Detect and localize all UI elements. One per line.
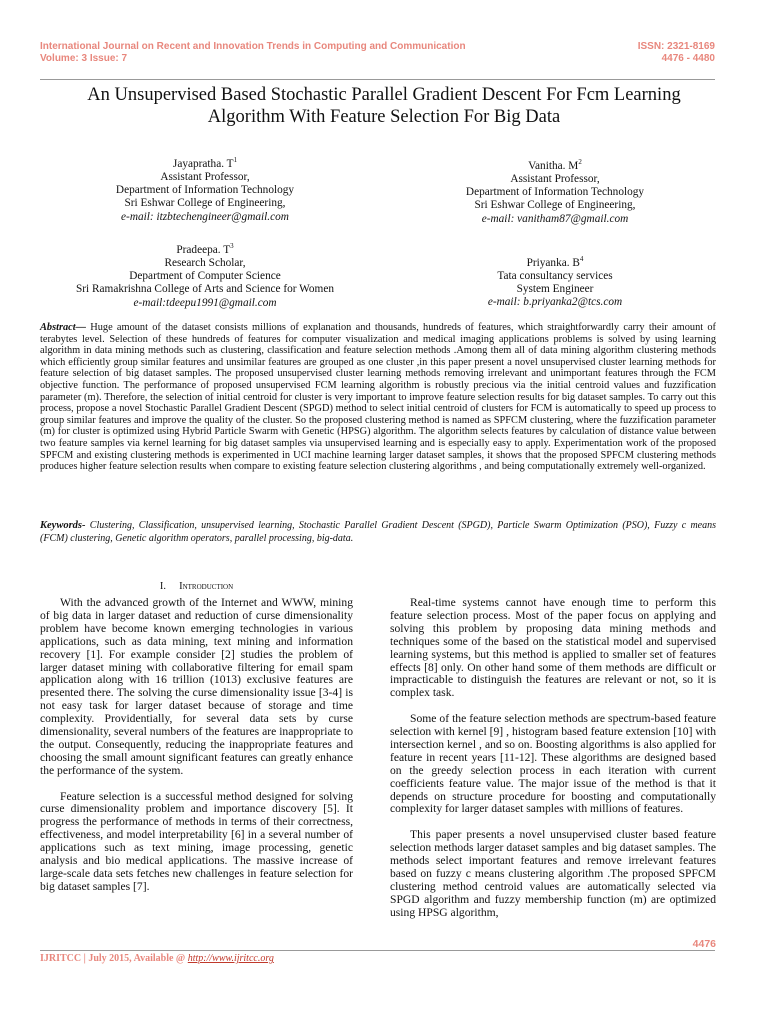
author-role: Tata consultancy services bbox=[497, 269, 613, 282]
paragraph: With the advanced growth of the Internet and WWW, mining of big data in larger dataset and reduction of curse dimensionality problem have become known emerging technologies in various applications, such as data mining, text mining and information recovery [1]. For example consider [2] studies the problem of larger dataset mining with collaborative filtering for email spam application along with 16 trillion (1013) exclusive features are presented there. The solving the curse dimensionality issue [3-4] is not easy task for larger dataset because of storage and time complexity. Providentially, for several data sets by curse dimensionality, several numbers of the features are inappropriate to the output. Consequently, reducing the inappropriate features and choosing the small amount significant features can greatly enhance the performance of the system. bbox=[40, 596, 353, 777]
keywords bbox=[40, 520, 716, 546]
paragraph: Feature selection is a successful method designed for solving curse dimensionality problem and importance discovery [5]. It progress the performance of methods in terms of their correctness, effectiveness, and model interpretability [6] in a several number of applications such as text mining, image processing, genetic analysis and bio medical applications. The massive increase of large-scale data sets fetches new challenges in feature selection for big dataset samples [7]. bbox=[40, 789, 353, 893]
author-block-4 bbox=[410, 253, 700, 310]
paper-title bbox=[30, 84, 738, 128]
paragraph: This paper presents a novel unsupervised cluster based feature selection methods larger dataset samples and big dataset samples. The methods select important features and remove irrelevant features based on fuzzy c means clustering algorithm .The proposed SPFCM clustering method centroid values are automatically selected via SPGD algorithm and fuzzy membership function (m) are optimized using HPSG algorithm, bbox=[390, 828, 716, 919]
author-email: e-mail: vanitham87@gmail.com bbox=[481, 212, 629, 225]
author-name: Priyanka. $B^4$ bbox=[526, 255, 584, 269]
author-dept: Department of Information Technology bbox=[465, 186, 645, 199]
journal-issn: ISSN: 2321-8169 bbox=[637, 41, 715, 52]
author-name: Jayapratha. $T^1$ bbox=[172, 156, 238, 170]
keywords-text: Clustering, Classification, unsupervised learning, Stochastic Parallel Gradient Descent (SPGD), Particle Swarm Optimization (PSO), Fuzzy c means (FCM) clustering, Genetic algorithm operators, parallel processing, big-data. bbox=[40, 520, 716, 544]
abstract bbox=[40, 322, 716, 473]
author-role: Assistant Professor, bbox=[510, 172, 600, 185]
section-title: Introduction bbox=[179, 581, 234, 592]
section-number: I. bbox=[159, 581, 166, 592]
author-org: Sri Eshwar College of Engineering, bbox=[124, 197, 286, 210]
author-email: e-mail: itzbtechengineer@gmail.com bbox=[121, 210, 289, 223]
abstract-label: Abstract— bbox=[40, 322, 86, 333]
author-name: Pradeepa. $T^3$ bbox=[176, 242, 234, 256]
journal-volume: Volume: 3 Issue: 7 bbox=[40, 53, 128, 64]
journal-info bbox=[40, 41, 466, 65]
title-line-1: An Unsupervised Based Stochastic Parallel Gradient Descent For Fcm Learning bbox=[87, 85, 681, 105]
title-line-2: Algorithm With Feature Selection For Big Data bbox=[207, 107, 561, 127]
author-email: e-mail: b.priyanka2@tcs.com bbox=[487, 296, 623, 309]
keywords-label: Keywords- bbox=[40, 520, 86, 531]
journal-issn-block bbox=[638, 41, 715, 65]
author-email: e-mail:tdeepu1991@gmail.com bbox=[133, 296, 277, 309]
author-dept: System Engineer bbox=[516, 283, 594, 296]
author-name: Vanitha. $M^2$ bbox=[528, 158, 582, 172]
author-role: Research Scholar, bbox=[164, 256, 246, 269]
journal-name: International Journal on Recent and Innovation Trends in Computing and Communication bbox=[40, 41, 466, 52]
author-dept: Department of Information Technology bbox=[115, 184, 295, 197]
author-block-1 bbox=[60, 154, 350, 224]
author-block-3 bbox=[40, 240, 370, 310]
paragraph: Real-time systems cannot have enough time to perform this feature selection process. Most of the paper focus on applying and solving this problem by proposing data mining methods and techniques some of the based on the statistical model and supervised learning systems, but this method is applied to smaller set of features effects [8] only. On other hand some of them methods are difficult or impracticable to distinguish the features are relevant or not, so it is complex task. bbox=[390, 596, 716, 700]
journal-pages: 4476 - 4480 bbox=[661, 53, 715, 64]
footer-link[interactable]: http://www.ijritcc.org bbox=[187, 953, 274, 964]
footer-text: IJRITCC | July 2015, Available @ bbox=[40, 953, 188, 964]
author-dept: Department of Computer Science bbox=[129, 270, 281, 283]
footer-rule bbox=[40, 950, 715, 951]
abstract-text: Huge amount of the dataset consists millions of explanation and thousands, hundreds of features, which straightforwardly carry their amount of terabytes level. Selection of these hundreds of features for computer visualization and medical imaging applications problems is solved by using learning algorithm in data mining methods such as clustering, classification and feature selection methods .Among them all of data mining algorithm clustering methods which efficiently group similar features and unsimilar features are grouped as one cluster ,in this paper present a novel unsupervised cluster learning methods for feature selection of big dataset samples. The proposed unsupervised cluster learning methods removing irrelevant and unimportant features through the FCM objective function. The performance of proposed unsupervised FCM learning algorithm is robustly precious via the initial centroid values and fuzzification parameter (m). Therefore, the selection of initial centroid for cluster is very important to improve feature selection results for big dataset samples. To carry out this process, propose a novel Stochastic Parallel Gradient Descent (SPGD) method to select initial centroid of clusters for FCM is automatically to speed up process to group similar features and improve the quality of the cluster. So the proposed clustering method is named as SPFCM clustering, where the fuzzification parameter (m) for cluster is optimized using Hybrid Particle Swarm with Genetic (HPSG) algorithm. The algorithm selects features by calculation of distance value between two feature samples via kernel learning for big dataset samples via unsupervised learning and is especially easy to apply. Experimentation work of the proposed SPFCM and existing clustering methods is experimented in UCI machine learning larger dataset samples, it shows that the proposed SPFCM clustering methods produces higher feature selection results when compare to existing feature selection clustering algorithms , and being computationally extremely well-organized. bbox=[40, 322, 716, 473]
author-role: Assistant Professor, bbox=[160, 170, 250, 183]
author-org: Sri Ramakrishna College of Arts and Science for Women bbox=[75, 283, 335, 296]
author-block-2 bbox=[410, 156, 700, 226]
footer bbox=[40, 953, 274, 964]
right-column bbox=[390, 597, 716, 933]
paragraph: Some of the feature selection methods are spectrum-based feature selection with kernel [9] , histogram based feature extension [10] with intersection kernel , and so on. Boosting algorithms is also applied for feature in recent years [11-12]. These algorithms are designed based on the greedy selection process in each iteration with current coefficients feature value. The major issue of the method is that it depends on structure procedure for boosting and computationally complexity for larger dataset samples with millions of features. bbox=[390, 712, 716, 816]
section-heading bbox=[40, 581, 353, 592]
left-column bbox=[40, 597, 353, 907]
author-org: Sri Eshwar College of Engineering, bbox=[474, 199, 636, 212]
header-rule bbox=[40, 79, 715, 80]
page-number: 4476 bbox=[692, 938, 716, 950]
